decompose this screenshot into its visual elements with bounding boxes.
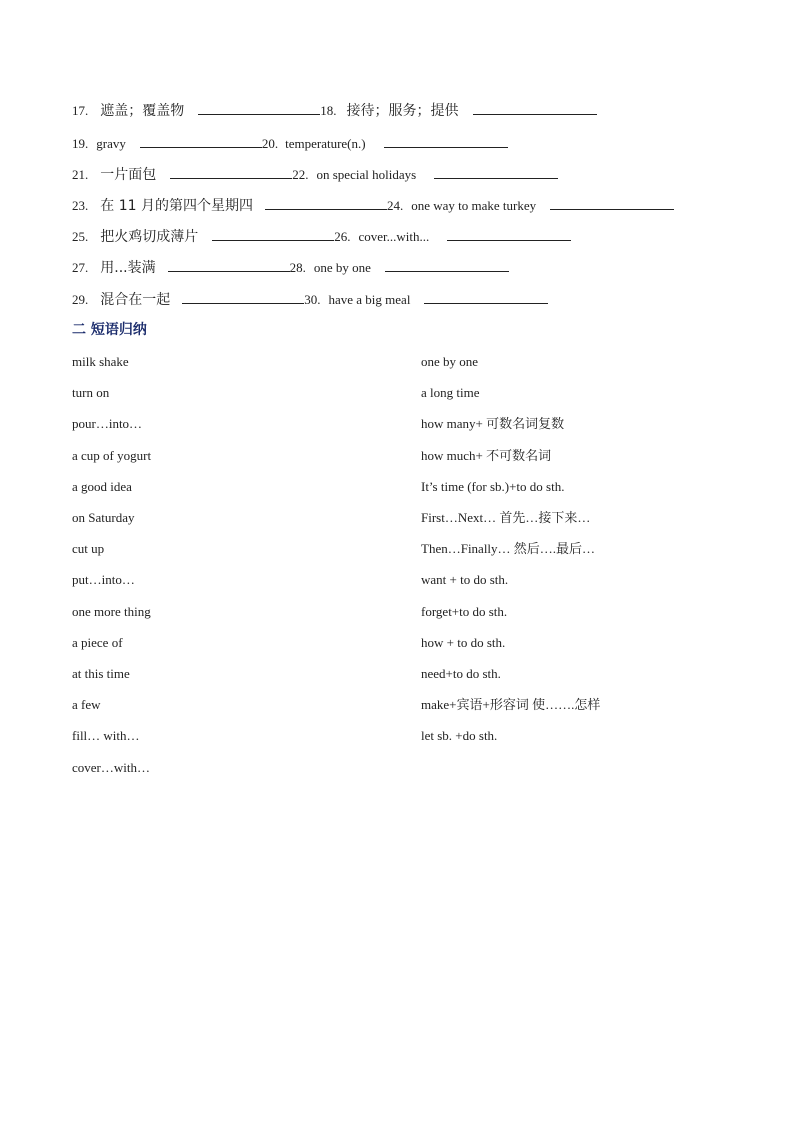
phrase-item: how much+ 不可数名词	[421, 447, 552, 463]
phrase-item: need+to do sth.	[421, 666, 501, 681]
item-text: have a big meal	[328, 292, 411, 307]
phrase-item: a long time	[421, 385, 480, 401]
answer-blank[interactable]	[473, 103, 597, 115]
answer-blank[interactable]	[212, 229, 334, 241]
answer-blank[interactable]	[424, 292, 548, 304]
item-number: 21.	[72, 167, 89, 182]
item-text: 用...装满	[100, 260, 156, 276]
answer-blank[interactable]	[265, 198, 387, 210]
phrase-item: a piece of	[72, 634, 123, 650]
item-text: 在 11 月的第四个星期四	[100, 198, 253, 214]
item-number: 23.	[72, 198, 89, 213]
phrase-item: turn on	[72, 385, 110, 401]
item-number: 24.	[386, 198, 404, 213]
phrase-item: on Saturday	[72, 510, 135, 525]
item-number: 30.	[304, 292, 321, 307]
item-text: cover...with...	[358, 229, 430, 244]
phrase-item: how + to do sth.	[421, 634, 506, 650]
phrase-item: make+宾语+形容词 使…….怎样	[421, 697, 601, 713]
item-text: temperature(n.)	[285, 136, 366, 151]
vocab-row-21-22	[72, 165, 558, 185]
item-number: 29.	[72, 292, 89, 307]
item-text: gravy	[96, 136, 126, 151]
item-text: 混合在一起	[100, 292, 171, 308]
phrase-item: pour…into…	[72, 416, 143, 432]
section-heading: 二 短语归纳	[72, 322, 147, 338]
answer-blank[interactable]	[168, 260, 290, 272]
answer-blank[interactable]	[550, 198, 674, 210]
phrase-item: milk shake	[72, 354, 129, 369]
phrase-item: fill… with…	[72, 728, 140, 744]
vocab-row-29-30	[72, 290, 548, 310]
item-number: 26.	[334, 229, 351, 244]
phrase-item: at this time	[72, 666, 130, 681]
answer-blank[interactable]	[170, 167, 292, 179]
item-number: 28.	[289, 260, 306, 275]
phrase-item: cut up	[72, 541, 105, 557]
phrase-item: forget+to do sth.	[421, 603, 508, 619]
item-text: 把火鸡切成薄片	[100, 229, 199, 245]
item-text: 接待；服务；提供	[346, 103, 459, 119]
item-number: 25.	[72, 229, 89, 244]
item-number: 18.	[320, 103, 337, 118]
phrase-item: a few	[72, 697, 101, 713]
answer-blank[interactable]	[447, 229, 571, 241]
answer-blank[interactable]	[140, 136, 262, 148]
vocab-row-27-28	[72, 258, 509, 278]
item-text: one by one	[313, 260, 371, 275]
vocab-row-25-26	[72, 227, 571, 247]
phrase-item: how many+ 可数名词复数	[421, 416, 565, 432]
item-number: 27.	[72, 260, 89, 275]
item-text: 一片面包	[100, 167, 157, 183]
phrase-item: a cup of yogurt	[72, 447, 152, 463]
vocab-row-17-18	[72, 101, 597, 121]
answer-blank[interactable]	[385, 260, 509, 272]
phrase-item: one by one	[421, 354, 479, 369]
vocab-row-23-24	[72, 196, 674, 216]
phrase-item: It’s time (for sb.)+to do sth.	[421, 478, 565, 494]
item-number: 22.	[292, 167, 309, 182]
phrase-item: want + to do sth.	[421, 572, 509, 588]
phrase-item: Then…Finally… 然后….最后…	[421, 541, 596, 557]
item-number: 20.	[261, 136, 279, 151]
phrase-item: First…Next… 首先…接下来…	[421, 510, 591, 525]
item-text: 遮盖；覆盖物	[100, 103, 185, 119]
answer-blank[interactable]	[198, 103, 320, 115]
answer-blank[interactable]	[434, 167, 558, 179]
item-number: 19.	[72, 136, 89, 151]
vocab-row-19-20	[72, 134, 508, 154]
phrase-item: one more thing	[72, 603, 151, 619]
phrase-item: let sb. +do sth.	[421, 728, 498, 744]
phrase-item: a good idea	[72, 478, 132, 494]
item-text: one way to make turkey	[411, 198, 537, 213]
phrase-item: put…into…	[72, 572, 135, 588]
item-text: on special holidays	[316, 167, 417, 182]
answer-blank[interactable]	[384, 136, 508, 148]
answer-blank[interactable]	[182, 292, 304, 304]
item-number: 17.	[72, 103, 89, 118]
phrase-item: cover…with…	[72, 759, 150, 775]
